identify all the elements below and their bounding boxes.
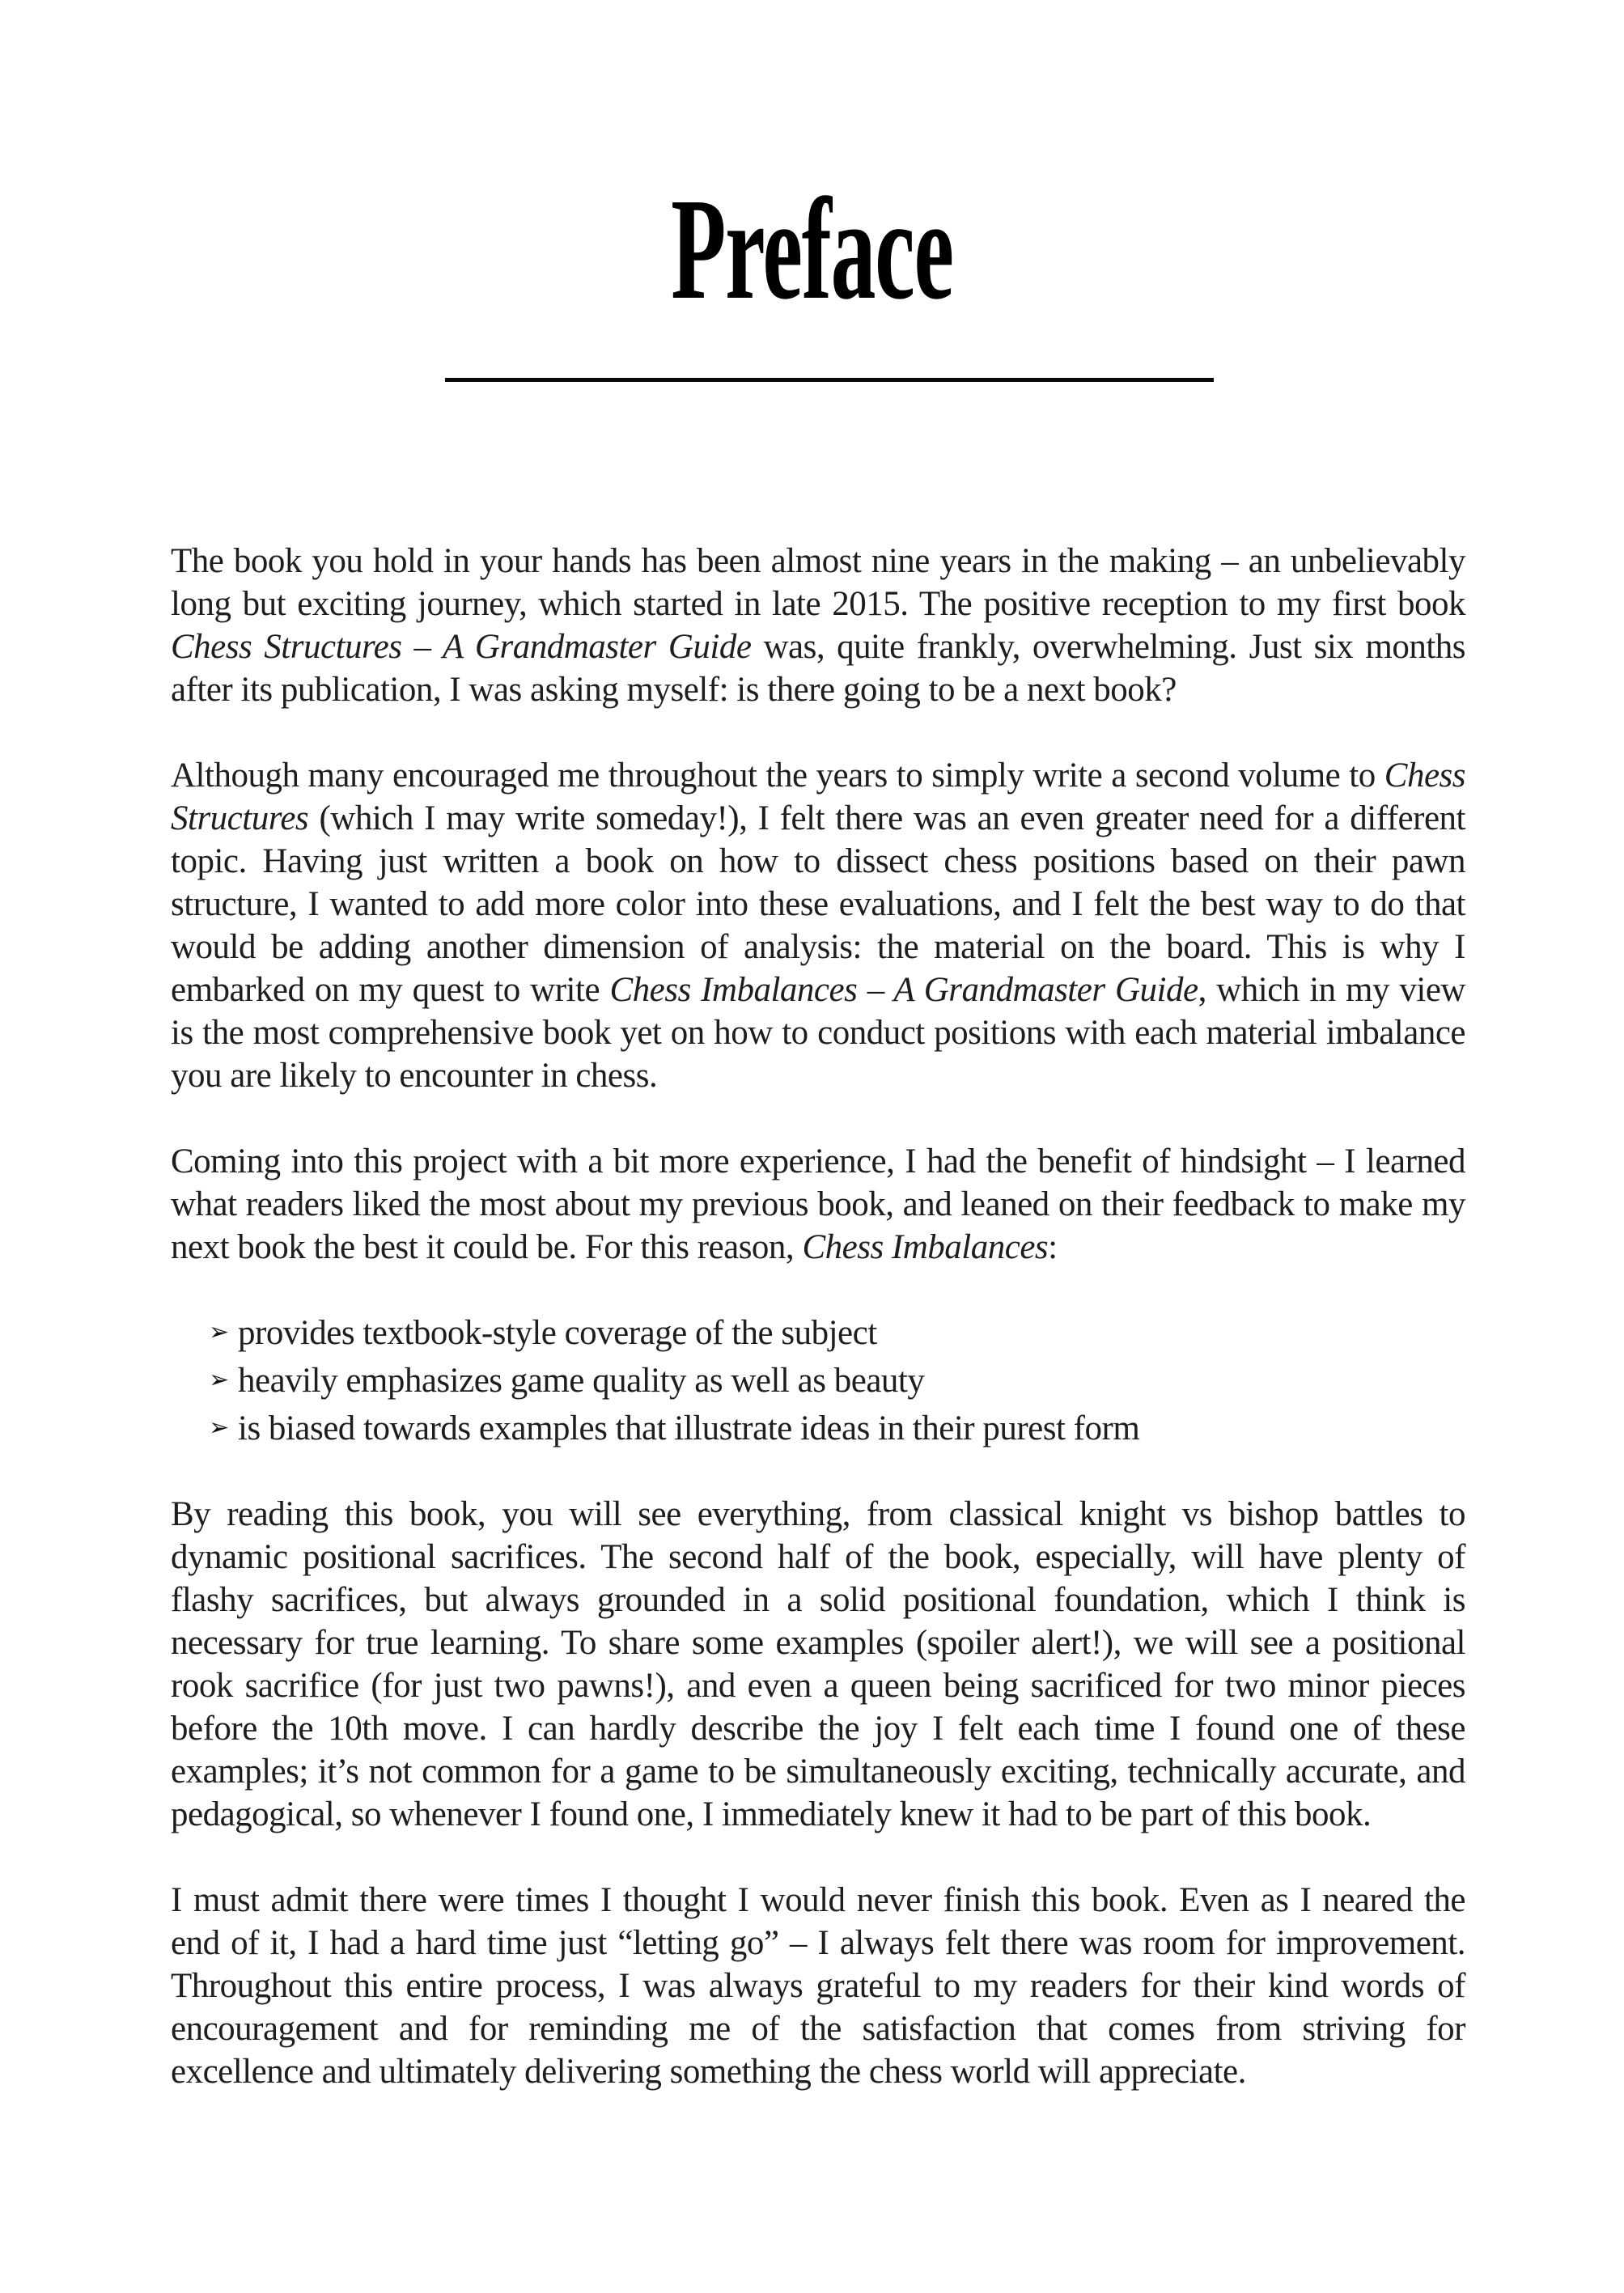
book-title: Chess Structures – A Grandmaster Guide: [171, 628, 752, 666]
book-title: Chess Imbalances: [802, 1228, 1049, 1266]
arrow-bullet-icon: ➢: [209, 1318, 230, 1346]
book-title: Chess Imbalances – A Grandmaster Guide: [609, 971, 1198, 1009]
bullet-text: heavily emphasizes game quality as well as beauty: [238, 1362, 925, 1400]
bullet-item: [209, 1359, 1465, 1402]
text-segment: Coming into this project with a bit more experience, I had the benefit of hindsight – I learned what readers liked the most about my previous book, and leaned on their feedback to make my next book the best it could be. For this reason,: [171, 1142, 1465, 1266]
text-segment: , which in my view is the most comprehensive book yet on how to conduct positions with each material imbalance you are likely to encounter in chess.: [171, 971, 1465, 1095]
bullet-list: [171, 1312, 1465, 1450]
text-segment: was, quite frankly, overwhelming. Just six months after its publication, I was asking myself: is there going to be a next book?: [171, 628, 1465, 709]
book-title: Chess Structures: [171, 757, 1465, 837]
text-segment: The book you hold in your hands has been almost nine years in the making – an unbelievably long but exciting journey, which started in late 2015. The positive reception to my first book: [171, 542, 1465, 623]
text-segment: (which I may write someday!), I felt there was an even greater need for a different topic. Having just written a book on how to dissect chess positions based on their pawn structure, I wanted to add more color into these evaluations, and I felt the best way to do that would be adding another dimension of analysis: the material on the board. This is why I embarked on my quest to write: [171, 799, 1465, 1009]
bullet-text: provides textbook-style coverage of the subject: [238, 1314, 877, 1352]
arrow-bullet-icon: ➢: [209, 1414, 230, 1442]
paragraph-1: [171, 540, 1465, 711]
body-text: [171, 540, 1465, 2093]
paragraph-2: [171, 754, 1465, 1097]
text-segment: By reading this book, you will see everything, from classical knight vs bishop battles to dynamic positional sacrifices. The second half of the book, especially, will have plenty of flashy sacrifices, but always grounded in a solid positional foundation, which I think is necessary for true learning. To share some examples (spoiler alert!), we will see a positional rook sacrifice (for just two pawns!), and even a queen being sacrificed for two minor pieces before the 10th move. I can hardly describe the joy I felt each time I found one of these examples; it’s not common for a game to be simultaneously exciting, technically accurate, and pedagogical, so whenever I found one, I immediately knew it had to be part of this book.: [171, 1495, 1465, 1833]
text-segment: Although many encouraged me throughout the years to simply write a second volume to: [171, 757, 1384, 795]
paragraph-4: [171, 1493, 1465, 1836]
paragraph-5: [171, 1879, 1465, 2093]
paragraph-3: [171, 1140, 1465, 1269]
text-segment: :: [1048, 1228, 1058, 1266]
bullet-text: is biased towards examples that illustrate ideas in their purest form: [238, 1409, 1140, 1447]
bullet-item: [209, 1312, 1465, 1354]
page-title: Preface: [671, 168, 953, 329]
title-rule: [445, 378, 1214, 382]
bullet-item: [209, 1407, 1465, 1450]
arrow-bullet-icon: ➢: [209, 1366, 230, 1394]
text-segment: I must admit there were times I thought I would never finish this book. Even as I neared the end of it, I had a hard time just “letting go” – I always felt there was room for improvement. Throughout this entire process, I was always grateful to my readers for their kind words of encouragement and for reminding me of the satisfaction that comes from striving for excellence and ultimately delivering something the chess world will appreciate.: [171, 1881, 1465, 2091]
